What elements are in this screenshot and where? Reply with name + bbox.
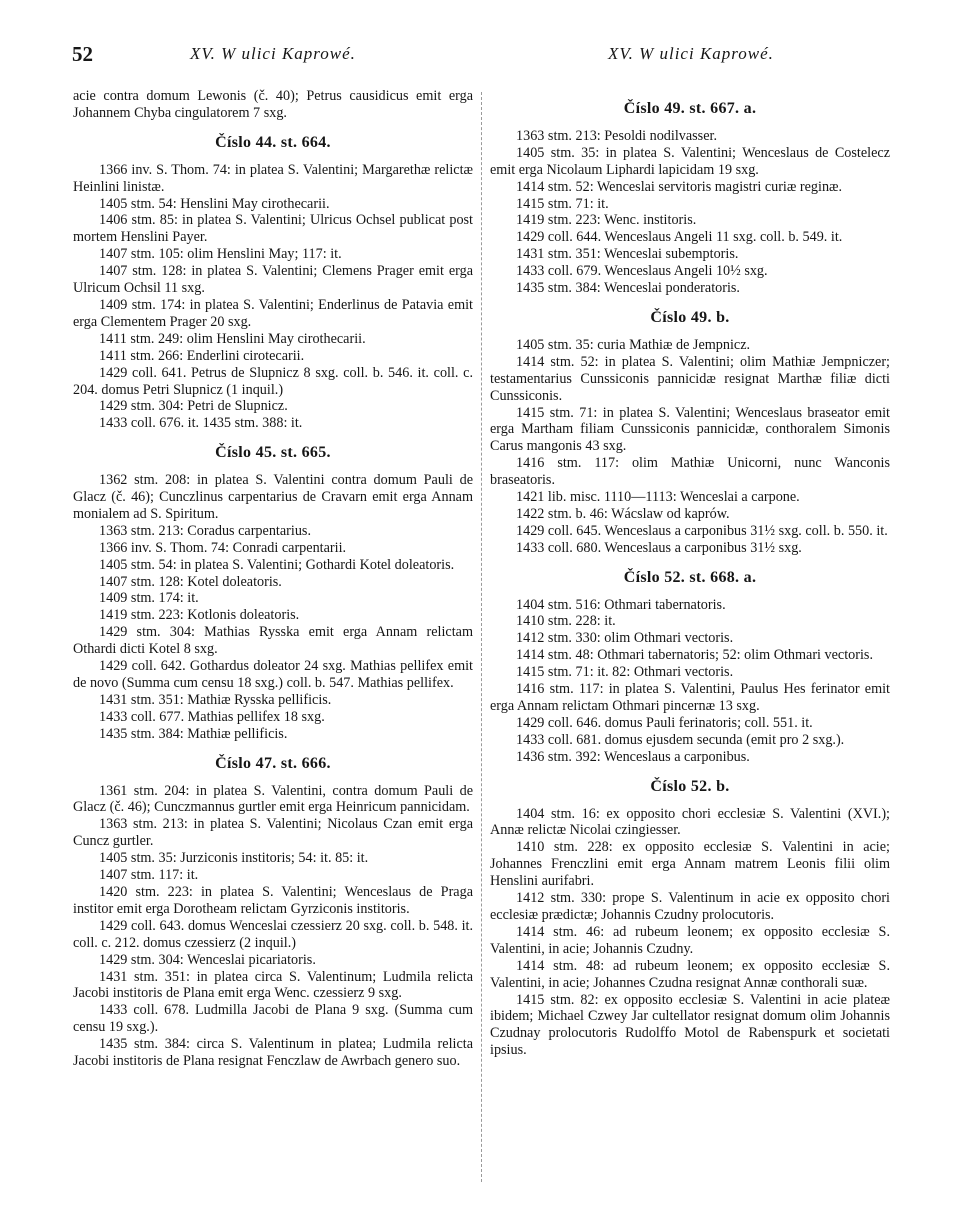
record-entry: 1415 stm. 71: it. bbox=[516, 195, 609, 212]
record-entry: 1433 coll. 678. Ludmilla Jacobi de Plana 9 sxg. (Summa cum censu 19 sxg.). bbox=[73, 1002, 473, 1036]
record-entry: 1431 stm. 351: Mathiæ Rysska pellificis. bbox=[99, 691, 332, 708]
record-entry: 1362 stm. 208: in platea S. Valentini contra domum Pauli de Glacz (č. 46); Cunczlinus carpentarius de Cravarn emit erga Annam monialem ad S. Spiritum. bbox=[73, 472, 473, 522]
section-heading: Číslo 49. st. 667. a. bbox=[623, 100, 757, 117]
record-entry: 1415 stm. 71: in platea S. Valentini; Wenceslaus braseator emit erga Martham filiam Cunssiconis pannicidæ, conthoralem Simonis Carus mangonis 43 sxg. bbox=[490, 404, 890, 455]
record-entry: 1435 stm. 384: Mathiæ pellificis. bbox=[99, 725, 288, 742]
record-entry: 1414 stm. 48: Othmari tabernatoris; 52: olim Othmari vectoris. bbox=[516, 647, 873, 664]
record-entry: 1421 lib. misc. 1110—1113: Wenceslai a carpone. bbox=[516, 489, 800, 506]
record-entry: 1433 coll. 680. Wenceslaus a carponibus 31½ sxg. bbox=[516, 539, 802, 556]
record-entry: 1412 stm. 330: olim Othmari vectoris. bbox=[516, 630, 734, 647]
running-head-right: XV. W ulici Kaprowé. bbox=[608, 44, 774, 63]
record-entry: 1409 stm. 174: in platea S. Valentini; Enderlinus de Patavia emit erga Clementem Prager 20 sxg. bbox=[73, 296, 473, 330]
record-entry: 1429 coll. 641. Petrus de Slupnicz 8 sxg. coll. b. 546. it. coll. c. 204. domus Petri Slupnicz (1 inquil.) bbox=[73, 364, 473, 398]
record-entry: 1429 coll. 645. Wenceslaus a carponibus 31½ sxg. coll. b. 550. it. bbox=[516, 522, 888, 539]
record-entry: 1405 stm. 35: curia Mathiæ de Jempnicz. bbox=[516, 336, 751, 353]
record-entry: 1435 stm. 384: Wenceslai ponderatoris. bbox=[516, 280, 740, 297]
right-column bbox=[490, 88, 890, 1059]
record-entry: 1429 coll. 642. Gothardus doleator 24 sxg. Mathias pellifex emit de novo (Summa cum censu 18 sxg.) coll. b. 547. Mathias pellifex. bbox=[73, 658, 473, 691]
record-entry: 1415 stm. 71: it. 82: Othmari vectoris. bbox=[516, 664, 734, 681]
section-heading: Číslo 47. st. 666. bbox=[215, 754, 331, 772]
running-head-left: XV. W ulici Kaprowé. bbox=[190, 44, 356, 63]
record-entry: 1436 stm. 392: Wenceslaus a carponibus. bbox=[516, 748, 750, 765]
record-entry: 1410 stm. 228: ex opposito ecclesiæ S. Valentini in acie; Johannes Frenczlini emit erga Annam matrem Leonis filii olim Henslini aurifabri. bbox=[490, 839, 890, 890]
record-entry: 1407 stm. 128: in platea S. Valentini; Clemens Prager emit erga Ulricum Ochsil 11 sxg. bbox=[73, 263, 473, 297]
section-heading: Číslo 52. st. 668. a. bbox=[623, 568, 757, 586]
record-entry: 1422 stm. b. 46: Wácslaw od kaprów. bbox=[516, 505, 730, 522]
section-heading: Číslo 52. b. bbox=[650, 777, 730, 795]
record-entry: 1433 coll. 677. Mathias pellifex 18 sxg. bbox=[99, 708, 325, 725]
record-entry: 1414 stm. 46: ad rubeum leonem; ex opposito ecclesiæ S. Valentini, in acie; Johannis Czudny. bbox=[490, 923, 890, 957]
record-entry: 1420 stm. 223: in platea S. Valentini; Wenceslaus de Praga institor emit erga Dorotheam relictam Gyrziconis institoris. bbox=[73, 883, 473, 917]
record-entry: 1404 stm. 16: ex opposito chori ecclesiæ S. Valentini (XVI.); Annæ relictæ Nicolai czingiesser. bbox=[490, 805, 890, 839]
record-entry: 1429 stm. 304: Wenceslai picariatoris. bbox=[99, 951, 316, 968]
record-entry: 1416 stm. 117: in platea S. Valentini, Paulus Hes ferinator emit erga Annam relictam Othmari pincernæ 13 sxg. bbox=[490, 681, 890, 714]
record-entry: 1411 stm. 266: Enderlini cirotecarii. bbox=[99, 347, 305, 364]
record-entry: 1363 stm. 213: Coradus carpentarius. bbox=[99, 522, 311, 539]
record-entry: 1419 stm. 223: Kotlonis doleatoris. bbox=[99, 607, 300, 624]
record-entry: 1429 coll. 644. Wenceslaus Angeli 11 sxg. coll. b. 549. it. bbox=[516, 229, 843, 246]
record-entry: 1433 coll. 676. it. 1435 stm. 388: it. bbox=[99, 415, 303, 432]
record-entry: 1406 stm. 85: in platea S. Valentini; Ulricus Ochsel publicat post mortem Henslini Payer. bbox=[73, 212, 473, 246]
left-column bbox=[73, 88, 473, 1070]
record-entry: 1431 stm. 351: in platea circa S. Valentinum; Ludmila relicta Jacobi institoris de Plana emit erga Wenc. czessierz 9 sxg. bbox=[73, 968, 473, 1002]
record-entry: 1405 stm. 54: in platea S. Valentini; Gothardi Kotel doleatoris. bbox=[99, 556, 455, 573]
record-entry: 1414 stm. 52: Wenceslai servitoris magistri curiæ reginæ. bbox=[516, 178, 843, 195]
record-entry: 1412 stm. 330: prope S. Valentinum in acie ex opposito chori ecclesiæ prædictæ; Johannis Czudny prolocutoris. bbox=[490, 890, 890, 923]
record-entry: 1435 stm. 384: circa S. Valentinum in platea; Ludmila relicta Jacobi institoris de Plana resignat Fenczlaw de Awrbach genero suo. bbox=[73, 1036, 473, 1070]
record-entry: 1419 stm. 223: Wenc. institoris. bbox=[516, 212, 697, 229]
record-entry: 1429 stm. 304: Petri de Slupnicz. bbox=[99, 398, 288, 415]
page-number: 52 bbox=[72, 42, 93, 66]
record-entry: 1429 stm. 304: Mathias Rysska emit erga Annam relictam Othardi dicti Kotel 8 sxg. bbox=[73, 624, 473, 658]
record-entry: 1415 stm. 82: ex opposito ecclesiæ S. Valentini in acie plateæ ibidem; Michael Czwey Jar cultellator resignat domum olim Johannis Czudnay prolocutoris Rudolffo Motol de Rabenspurk et societati ipsius. bbox=[490, 991, 890, 1059]
record-entry: 1429 coll. 646. domus Pauli ferinatoris; coll. 551. it. bbox=[516, 714, 813, 731]
record-entry: 1366 inv. S. Thom. 74: Conradi carpentarii. bbox=[99, 539, 347, 556]
record-entry: 1431 stm. 351: Wenceslai subemptoris. bbox=[516, 246, 739, 263]
record-entry: 1405 stm. 35: in platea S. Valentini; Wenceslaus de Costelecz emit erga Nicolaum Liphardi lapicidam 19 sxg. bbox=[490, 144, 890, 178]
record-entry: 1433 coll. 681. domus ejusdem secunda (emit pro 2 sxg.). bbox=[516, 731, 845, 748]
record-entry: 1414 stm. 48: ad rubeum leonem; ex opposito ecclesiæ S. Valentini, in acie; Johannes Czudna resignat Annæ conthorali suæ. bbox=[490, 957, 890, 991]
record-entry: 1366 inv. S. Thom. 74: in platea S. Valentini; Margarethæ relictæ Heinlini linistæ. bbox=[73, 161, 473, 195]
record-entry: 1414 stm. 52: in platea S. Valentini; olim Mathiæ Jempniczer; testamentarius Cunssiconis pannicidæ resignat Marthæ filiæ dicti Cunssiconis. bbox=[490, 353, 890, 404]
record-entry: 1404 stm. 516: Othmari tabernatoris. bbox=[516, 596, 726, 613]
section-heading: Číslo 44. st. 664. bbox=[215, 133, 331, 151]
record-entry: 1407 stm. 105: olim Henslini May; 117: it. bbox=[99, 246, 342, 263]
record-entry: 1405 stm. 54: Henslini May cirothecarii. bbox=[99, 195, 330, 212]
record-entry: 1433 coll. 679. Wenceslaus Angeli 10½ sxg. bbox=[516, 263, 768, 280]
section-heading: Číslo 45. st. 665. bbox=[215, 444, 331, 462]
column-rule bbox=[481, 92, 482, 1182]
record-entry: 1407 stm. 117: it. bbox=[99, 867, 199, 884]
record-entry: 1410 stm. 228: it. bbox=[516, 613, 616, 630]
continuation-text: acie contra domum Lewonis (č. 40); Petrus causidicus emit erga Johannem Chyba cingulatorem 7 sxg. bbox=[73, 88, 473, 121]
record-entry: 1407 stm. 128: Kotel doleatoris. bbox=[99, 573, 282, 590]
record-entry: 1429 coll. 643. domus Wenceslai czessierz 20 sxg. coll. b. 548. it. coll. c. 212. domus czessierz (2 inquil.) bbox=[73, 917, 473, 951]
record-entry: 1363 stm. 213: in platea S. Valentini; Nicolaus Czan emit erga Cuncz gurtler. bbox=[73, 816, 473, 850]
record-entry: 1363 stm. 213: Pesoldi nodilvasser. bbox=[516, 127, 717, 144]
record-entry: 1405 stm. 35: Jurziconis institoris; 54: it. 85: it. bbox=[99, 850, 369, 867]
record-entry: 1409 stm. 174: it. bbox=[99, 590, 199, 607]
record-entry: 1361 stm. 204: in platea S. Valentini, contra domum Pauli de Glacz (č. 46); Cunczmannus gurtler emit erga Heinricum pannicidam. bbox=[73, 782, 473, 816]
record-entry: 1411 stm. 249: olim Henslini May cirothecarii. bbox=[99, 330, 366, 347]
record-entry: 1416 stm. 117: olim Mathiæ Unicorni, nunc Wanconis braseatoris. bbox=[490, 455, 890, 489]
section-heading: Číslo 49. b. bbox=[650, 308, 730, 326]
